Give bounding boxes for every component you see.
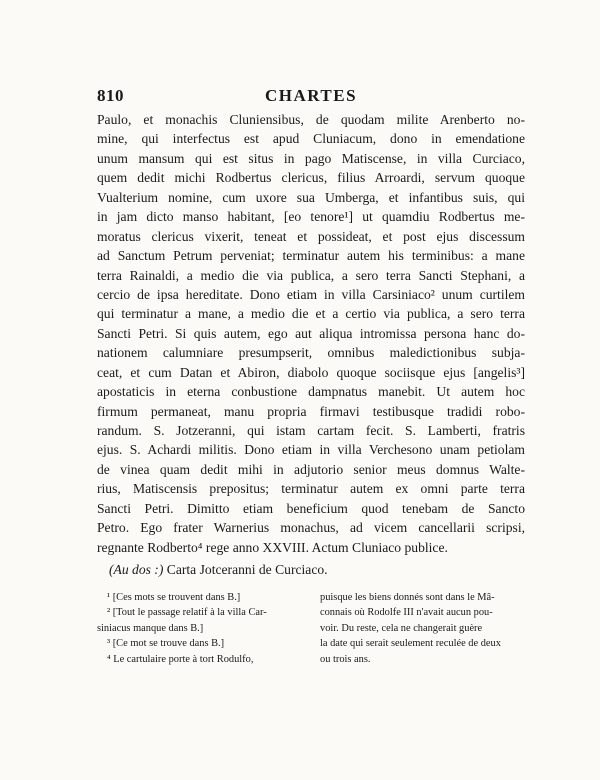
footnote-line: voir. Du reste, cela ne changerait guère xyxy=(320,622,483,634)
text-line: ejus. S. Achardi militis. Dono etiam in villa Verchesono unam petiolam xyxy=(97,442,525,458)
text-line: de vinea quam dedit mihi in adjutorio senior meus domnus Walte- xyxy=(97,461,525,477)
text-line: unum mansum qui est situs in pago Matiscense, in villa Curciaco, xyxy=(97,150,525,166)
page-header xyxy=(97,86,525,110)
footnotes-left-column xyxy=(97,590,302,668)
footnote-line: ¹ [Ces mots se trouvent dans B.] xyxy=(107,591,241,603)
text-line: Sancti Petri. Si quis autem, ego aut aliqua intromissa persona hanc do- xyxy=(97,325,525,341)
text-line: moratus clericus vixerit, teneat et possideat, et post ejus discessum xyxy=(97,228,525,244)
text-line: rius, Matiscensis prepositus; terminatur autem ex omni parte terra xyxy=(97,481,525,497)
text-line: cercio de ipsa hereditate. Dono etiam in villa Carsiniaco² unum curtilem xyxy=(97,286,525,302)
dorse-note xyxy=(97,560,525,579)
footnote-line: ⁴ Le cartulaire porte à tort Rodulfo, xyxy=(107,653,254,665)
footnotes xyxy=(97,590,525,668)
text-line: quem dedit michi Rodbertus clericus, filius Arroardi, servum quoque xyxy=(97,170,525,186)
text-line: apostaticis in eterna conbustione dampnatus manebit. Ut autem hoc xyxy=(97,384,525,400)
charter-text xyxy=(97,110,525,557)
page-number: 810 xyxy=(97,86,124,105)
text-line: ad Sanctum Petrum perveniat; terminatur autem his terminibus: a mane xyxy=(97,248,525,264)
text-line: firmum permaneat, manu propria firmavi testibusque tradidi robo- xyxy=(97,403,525,419)
text-line: ceat, et cum Datan et Abiron, diabolo quoque sociisque ejus [angelis³] xyxy=(97,364,525,380)
text-line: Sancti Petri. Dimitto etiam beneficium quod tenebam de Sancto xyxy=(97,500,525,516)
footnote-line: puisque les biens donnés sont dans le Mâ- xyxy=(320,591,495,603)
footnote-line: connais où Rodolfe III n'avait aucun pou- xyxy=(320,607,493,619)
text-line: terra Rainaldi, a medio die via publica, a sero terra Sancti Stephani, a xyxy=(97,267,525,283)
footnote-line: la date qui serait seulement reculée de deux xyxy=(320,638,501,650)
running-title: CHARTES xyxy=(264,86,358,105)
footnote-line: ³ [Ce mot se trouve dans B.] xyxy=(107,638,225,650)
text-line: Vualterium nomine, cum uxore sua Umberga, et infantibus suis, qui xyxy=(97,189,525,205)
text-line: qui terminatur a mane, a medio die et a certio via publica, a sero terra xyxy=(97,306,525,322)
footnote-line: ² [Tout le passage relatif à la villa Car- xyxy=(107,607,267,619)
text-line: mine, qui interfectus est apud Cluniacum, dono in emendatione xyxy=(97,131,525,147)
text-line: randum. S. Jotzeranni, qui istam cartam fecit. S. Lamberti, fratris xyxy=(97,423,525,438)
text-line: Paulo, et monachis Cluniensibus, de quodam milite Arenberto no- xyxy=(97,112,525,127)
book-page xyxy=(97,86,525,667)
dorse-label: (Au dos :) xyxy=(109,562,164,578)
text-line: regnante Rodberto⁴ rege anno XXVIII. Actum Cluniaco publice. xyxy=(97,539,448,555)
footnotes-right-column xyxy=(320,590,525,668)
text-line: Petro. Ego frater Warnerius monachus, ad vicem cancellarii scripsi, xyxy=(97,520,525,536)
text-line: in jam dicto manso habitant, [eo tenore¹] ut quamdiu Rodbertus me- xyxy=(97,209,525,225)
footnote-line: siniacus manque dans B.] xyxy=(97,622,204,634)
footnote-line: ou trois ans. xyxy=(320,653,371,665)
text-line: nationem calumniare presumpserit, omnibus maledictionibus subja- xyxy=(97,345,525,361)
dorse-text: Carta Jotceranni de Curciaco. xyxy=(166,562,328,578)
